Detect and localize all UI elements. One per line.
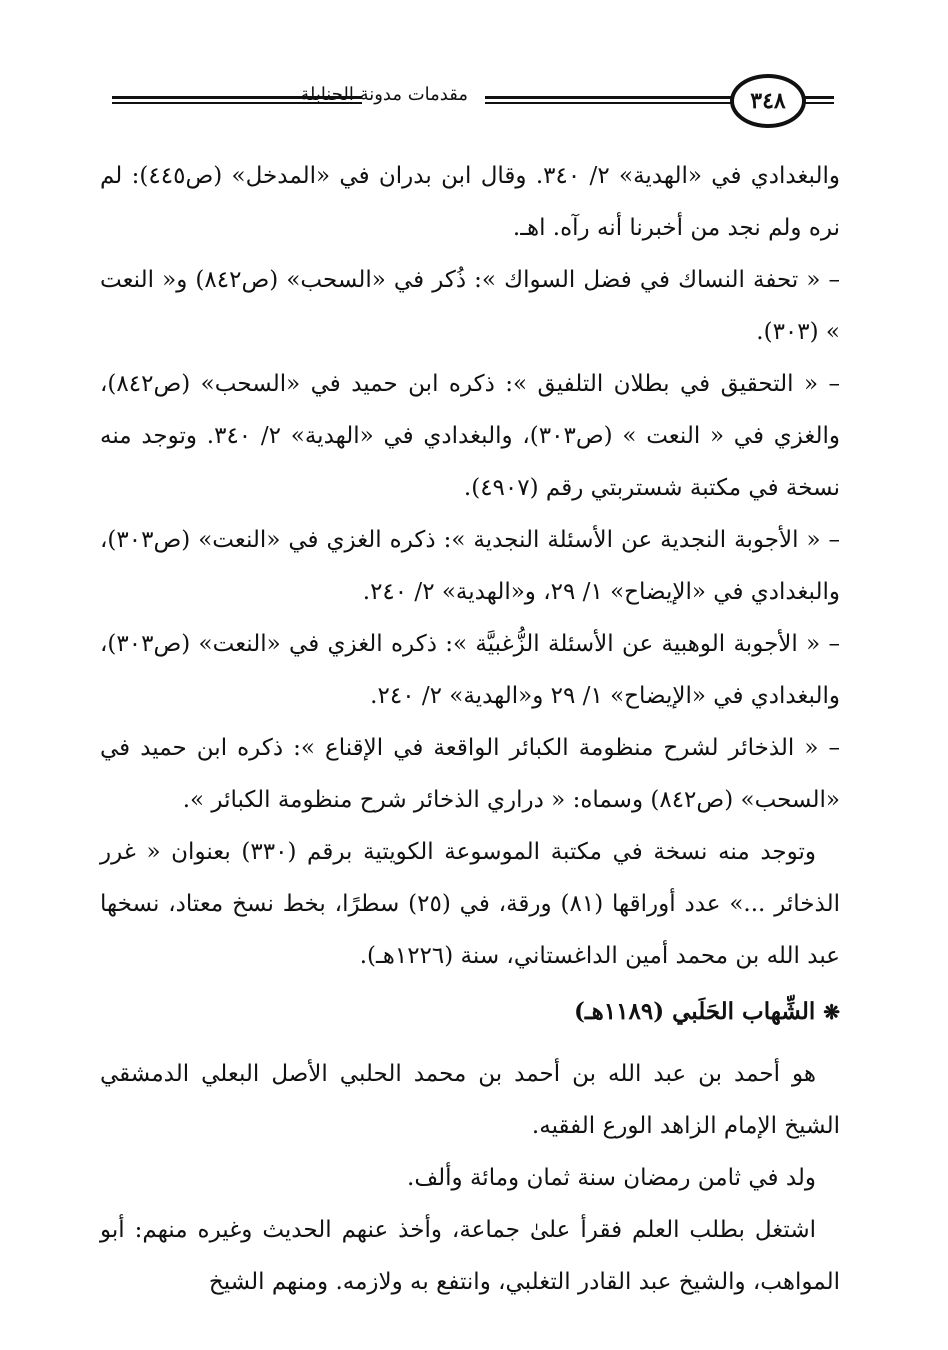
page-header (100, 70, 840, 134)
list-item: – « الأجوبة الوهبية عن الأسئلة الزُّغبيَّة »: ذكره الغزي في «النعت» (ص٣٠٣)، والبغدادي في «الإيضاح» ١/ ٢٩ و«الهدية» ٢/ ٢٤٠. (100, 631, 840, 709)
paragraph: والبغدادي في «الهدية» ٢/ ٣٤٠. وقال ابن بدران في «المدخل» (ص٤٤٥): لم نره ولم نجد من أخبرنا أنه رآه. اهـ. (100, 163, 841, 241)
header-rule-end (804, 96, 834, 104)
header-rule-right (485, 96, 735, 104)
ornament-star-icon: ❋ (823, 1000, 840, 1024)
page-number: ٣٤٨ (750, 88, 786, 114)
list-item: – « الأجوبة النجدية عن الأسئلة النجدية »: ذكره الغزي في «النعت» (ص٣٠٣)، والبغدادي في «الإيضاح» ١/ ٢٩، و«الهدية» ٢/ ٢٤٠. (100, 527, 840, 605)
list-item: – « تحفة النساك في فضل السواك »: ذُكر في «السحب» (ص٨٤٢) و« النعت » (٣٠٣). (100, 267, 841, 345)
paragraph: اشتغل بطلب العلم فقرأ علىٰ جماعة، وأخذ عنهم الحديث وغيره منهم: أبو المواهب، والشيخ عبد القادر التغلبي، وانتفع به ولازمه. ومنهم الشيخ (100, 1217, 840, 1295)
heading-text: الشِّهاب الحَلَبي (١١٨٩هـ) (574, 998, 816, 1025)
paragraph: ولد في ثامن رمضان سنة ثمان ومائة وألف. (407, 1165, 816, 1191)
section-heading (100, 986, 840, 1038)
page-body (100, 150, 840, 1308)
paragraph: وتوجد منه نسخة في مكتبة الموسوعة الكويتية برقم (٣٣٠) بعنوان « غرر الذخائر ...» عدد أوراقها (٨١) ورقة، في (٢٥) سطرًا، بخط نسخ معتاد، نسخها عبد الله بن محمد أمين الداغستاني، سنة (١٢٢٦هـ). (100, 839, 840, 969)
page-number-badge (730, 74, 806, 128)
list-item: – « الذخائر لشرح منظومة الكبائر الواقعة في الإقناع »: ذكره ابن حميد في «السحب» (ص٨٤٢) وسماه: « دراري الذخائر شرح منظومة الكبائر ». (100, 735, 840, 813)
running-title: مقدمات مدونة الحنابلة (300, 84, 468, 105)
list-item: – « التحقيق في بطلان التلفيق »: ذكره ابن حميد في «السحب» (ص٨٤٢)، والغزي في « النعت » (ص٣٠٣)، والبغدادي في «الهدية» ٢/ ٣٤٠. وتوجد منه نسخة في مكتبة شستربتي رقم (٤٩٠٧). (100, 371, 840, 501)
paragraph: هو أحمد بن عبد الله بن أحمد بن محمد الحلبي الأصل البعلي الدمشقي الشيخ الإمام الزاهد الورع الفقيه. (100, 1061, 840, 1139)
